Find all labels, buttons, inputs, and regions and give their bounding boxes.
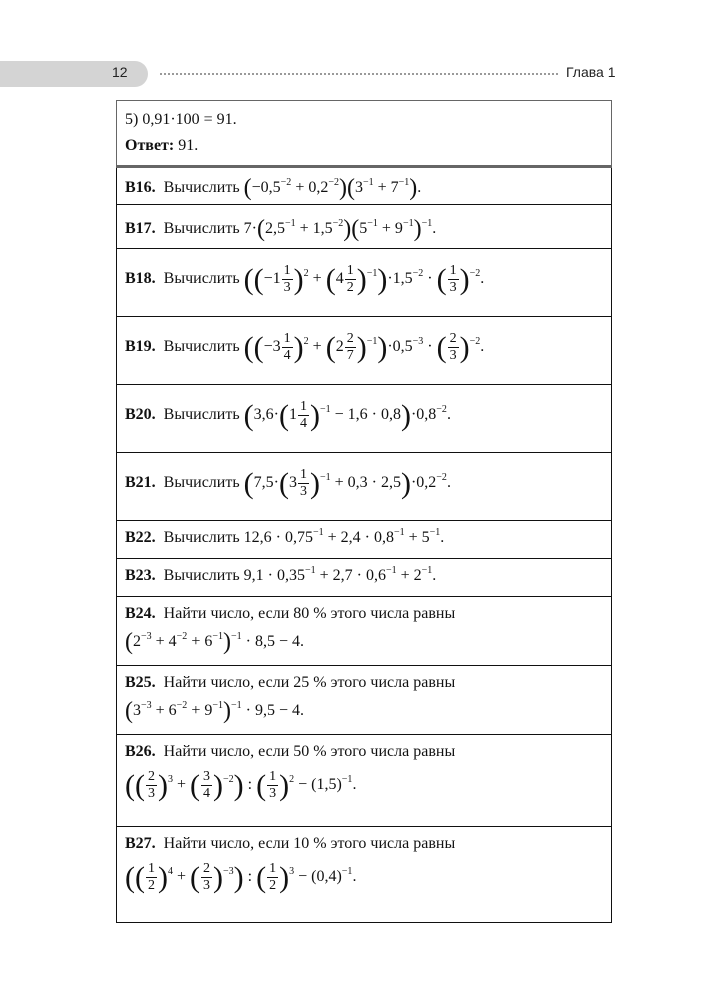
problem-expression: $(-0,5^{-2} + 0,2^{-2})(3^{-1} + 7^{-1})$. xyxy=(243,175,422,201)
answer-value: 91. xyxy=(174,137,199,154)
problem-text: Найти число, если 50 % этого числа равны xyxy=(163,743,456,760)
problem-id: B25. xyxy=(125,674,156,691)
problem-row xyxy=(117,453,611,521)
problem-text: Найти число, если 10 % этого числа равны xyxy=(163,835,456,852)
answer-label: Ответ: xyxy=(125,137,175,154)
problem-text: Вычислить xyxy=(163,179,240,196)
problem-row xyxy=(117,521,611,559)
problem-expression: (3,6·(1 $\frac{1}{4}$ )$^{-1} - 1,6 \cdot 0,8)\cdot 0,8^{-2}$. xyxy=(243,399,451,433)
page-number: 12 xyxy=(112,64,128,80)
problem-expression: (( $\frac{2}{3}$ )$^3$ + ( $\frac{3}{4}$ )$^{-2}$) : ( $\frac{1}{3}$ )$^2 - (1,5)^{-1}$. xyxy=(125,769,357,803)
problem-id: B20. xyxy=(125,406,156,424)
problems-table xyxy=(116,100,612,923)
problem-row xyxy=(117,385,611,453)
problem-id: B22. xyxy=(125,529,156,546)
problem-expression: (( $\frac{1}{2}$ )$^4$ + ( $\frac{2}{3}$ )$^{-3}$) : ( $\frac{1}{2}$ )$^3 - (0,4)^{-1}$. xyxy=(125,861,357,895)
problem-expression: $7\cdot(2,5^{-1} + 1,5^{-2})(5^{-1} + 9^{-1})^{-1}$. xyxy=(243,216,437,242)
problem-row xyxy=(117,827,611,923)
solution-box xyxy=(116,100,612,168)
problem-row xyxy=(117,317,611,385)
problem-text: Вычислить xyxy=(163,567,240,584)
problem-text: Найти число, если 25 % этого числа равны xyxy=(163,674,456,691)
problem-expression: (7,5·(3 $\frac{1}{3}$ )$^{-1} + 0,3 \cdot 2,5)\cdot 0,2^{-2}$. xyxy=(243,467,451,501)
problem-id: B27. xyxy=(125,835,156,852)
solution-step: 5) 0,91·100 = 91. xyxy=(125,111,237,128)
problem-text: Вычислить xyxy=(163,406,240,424)
problem-expression: ((−3 $\frac{1}{4}$ )$^2$ + (2 $\frac{2}{7}$ )$^{-1})\cdot 0,5^{-3}$ · ( $\frac{2}{3}$ )$^{-2}$. xyxy=(243,331,485,365)
problem-row xyxy=(117,205,611,249)
problem-id: B24. xyxy=(125,605,156,622)
problem-text: Вычислить xyxy=(163,220,240,237)
solution-answer xyxy=(125,133,603,159)
header-dotted-rule xyxy=(160,73,558,75)
problem-id: B26. xyxy=(125,743,156,760)
problem-id: B23. xyxy=(125,567,156,584)
problem-expression: $12,6 \cdot 0,75^{-1} + 2,4 \cdot 0,8^{-1} + 5^{-1}$. xyxy=(243,527,445,546)
problem-id: B17. xyxy=(125,220,156,237)
problem-text: Вычислить xyxy=(163,529,240,546)
problem-row xyxy=(117,559,611,597)
problem-text: Вычислить xyxy=(163,338,240,356)
problem-id: B21. xyxy=(125,474,156,492)
problem-text: Найти число, если 80 % этого числа равны xyxy=(163,605,456,622)
problem-expression: ((−1 $\frac{1}{3}$ )$^2$ + (4 $\frac{1}{2}$ )$^{-1})\cdot 1,5^{-2}$ · ( $\frac{1}{3}$ )$^{-2}$. xyxy=(243,263,485,297)
problem-expression: $(3^{-3} + 6^{-2} + 9^{-1})^{-1} \cdot 9,5 - 4$. xyxy=(125,698,304,724)
problem-id: B16. xyxy=(125,179,156,196)
problem-expression: $9,1 \cdot 0,35^{-1} + 2,7 \cdot 0,6^{-1} + 2^{-1}$. xyxy=(243,565,437,584)
problem-row xyxy=(117,666,611,735)
problem-row xyxy=(117,249,611,317)
problem-row xyxy=(117,735,611,827)
problem-id: B18. xyxy=(125,270,156,288)
problem-row xyxy=(117,167,611,205)
problem-id: B19. xyxy=(125,338,156,356)
problem-text: Вычислить xyxy=(163,270,240,288)
problem-row xyxy=(117,597,611,666)
problem-text: Вычислить xyxy=(163,474,240,492)
problem-expression: $(2^{-3} + 4^{-2} + 6^{-1})^{-1} \cdot 8,5 - 4$. xyxy=(125,629,304,655)
chapter-title: Глава 1 xyxy=(566,64,616,80)
